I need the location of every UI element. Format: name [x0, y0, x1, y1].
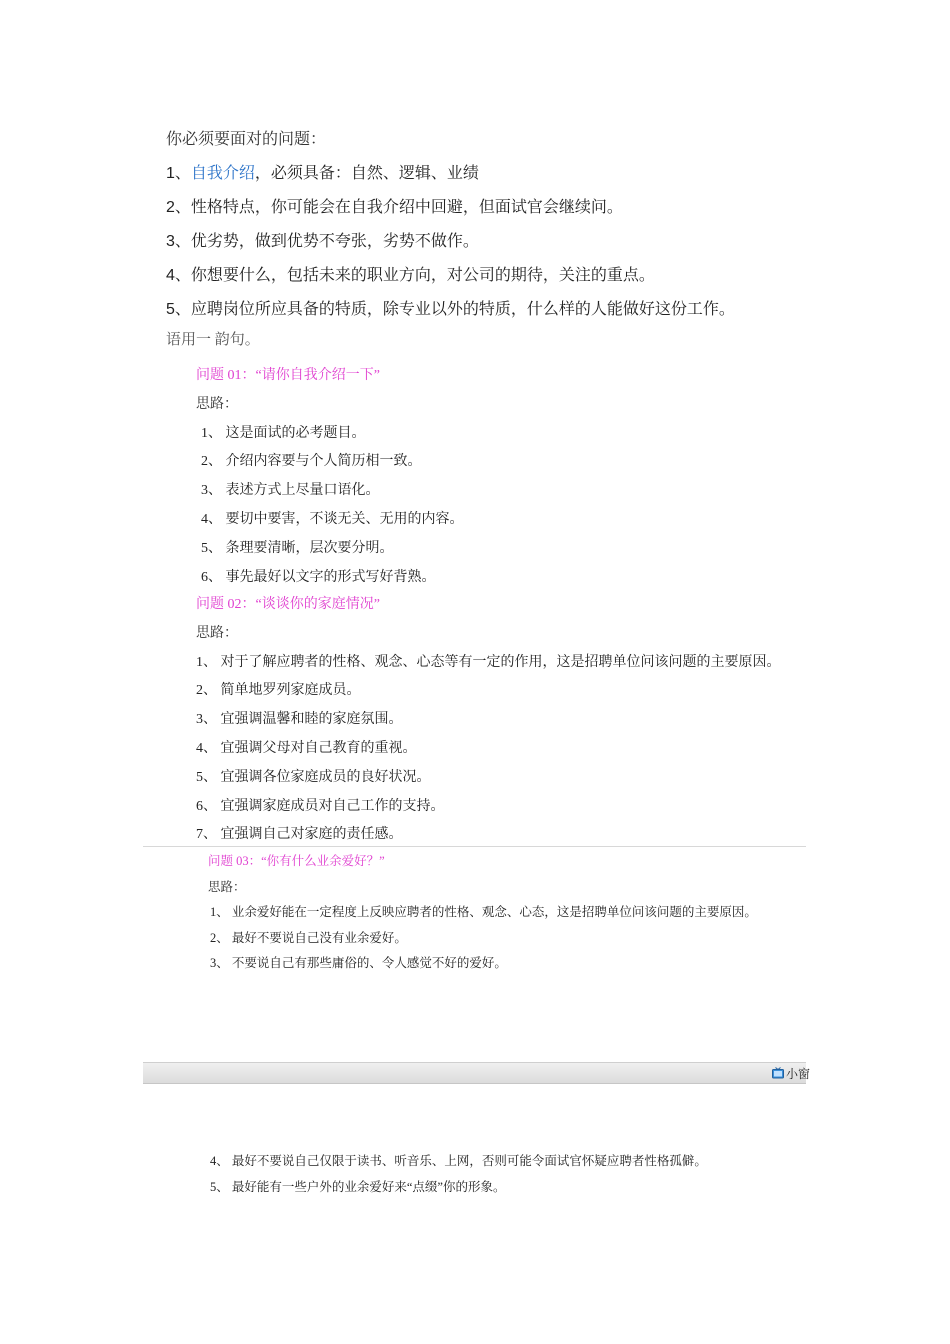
intro-item-2 — [166, 196, 866, 230]
item-number: 3、 — [166, 233, 191, 250]
list-item: 4、 宜强调父母对自己教育的重视。 — [196, 740, 417, 756]
question-03-block — [208, 851, 757, 979]
item-number: 4、 — [166, 267, 191, 284]
item-text: ，必须具备：自然、逻辑、业绩 — [254, 165, 479, 182]
item-text: 应聘岗位所应具备的特质，除专业以外的特质，什么样的人能做好这份工作。 — [190, 301, 735, 318]
question-02-title: 问题 02：“谈谈你的家庭情况” — [196, 597, 380, 612]
section-divider — [143, 846, 806, 847]
list-item: 2、 最好不要说自己没有业余爱好。 — [210, 930, 407, 945]
question-01-block — [196, 364, 464, 594]
question-03-continued — [208, 1151, 707, 1202]
intro-item-3 — [166, 230, 866, 264]
list-item: 7、 宜强调自己对家庭的责任感。 — [196, 827, 403, 843]
intro-item-5 — [166, 298, 866, 332]
item-text: 性格特点，你可能会在自我介绍中回避，但面试官会继续问。 — [190, 199, 623, 216]
question-01-approach-label: 思路： — [196, 396, 238, 412]
list-item: 4、 最好不要说自己仅限于读书、听音乐、上网，否则可能令面试官怀疑应聘者性格孤僻。 — [210, 1154, 707, 1168]
intro-heading: 你必须要面对的问题： — [166, 131, 327, 148]
item-number: 5、 — [166, 301, 191, 318]
list-item: 6、 宜强调家庭成员对自己工作的支持。 — [196, 798, 445, 814]
list-item: 1、 这是面试的必考题目。 — [201, 425, 366, 441]
self-intro-link[interactable]: 自我介绍 — [190, 165, 255, 182]
intro-item-1 — [166, 162, 866, 196]
list-item: 3、 表述方式上尽量口语化。 — [201, 483, 380, 499]
embedded-toolbar — [143, 1062, 811, 1084]
intro-section — [166, 128, 866, 332]
list-item: 4、 要切中要害，不谈无关、无用的内容。 — [201, 511, 464, 527]
question-03-approach-label: 思路： — [208, 879, 246, 894]
list-item: 1、 对于了解应聘者的性格、观念、心态等有一定的作用，这是招聘单位问该问题的主要原因。 — [196, 654, 781, 670]
list-item: 1、 业余爱好能在一定程度上反映应聘者的性格、观念、心态，这是招聘单位问该问题的主要原因。 — [210, 905, 757, 919]
list-item: 2、 介绍内容要与个人简历相一致。 — [201, 454, 422, 470]
cut-off-text: 语用一 韵句。 — [166, 332, 260, 348]
question-03-title: 问题 03：“你有什么业余爱好？” — [208, 854, 385, 868]
item-text: 优劣势，做到优势不夸张，劣势不做作。 — [190, 233, 479, 250]
cut-off-text-fragment — [166, 332, 286, 350]
question-02-approach-label: 思路： — [196, 625, 238, 641]
list-item: 3、 不要说自己有那些庸俗的、令人感觉不好的爱好。 — [210, 956, 507, 970]
intro-item-4 — [166, 264, 866, 298]
question-01-title: 问题 01：“请你自我介绍一下” — [196, 368, 380, 383]
item-number: 2、 — [166, 199, 191, 216]
tv-icon[interactable] — [772, 1066, 784, 1078]
mini-window-label[interactable]: 小窗 — [786, 1067, 811, 1081]
list-item: 6、 事先最好以文字的形式写好背熟。 — [201, 569, 436, 585]
list-item: 3、 宜强调温馨和睦的家庭氛围。 — [196, 712, 403, 728]
list-item: 5、 条理要清晰，层次要分明。 — [201, 540, 394, 556]
question-02-block — [196, 593, 781, 852]
item-text: 你想要什么，包括未来的职业方向，对公司的期待，关注的重点。 — [190, 267, 655, 284]
list-item: 2、 简单地罗列家庭成员。 — [196, 683, 361, 699]
list-item: 5、 最好能有一些户外的业余爱好来“点缀”你的形象。 — [210, 1179, 506, 1194]
list-item: 5、 宜强调各位家庭成员的良好状况。 — [196, 769, 431, 785]
item-number: 1、 — [166, 165, 191, 182]
